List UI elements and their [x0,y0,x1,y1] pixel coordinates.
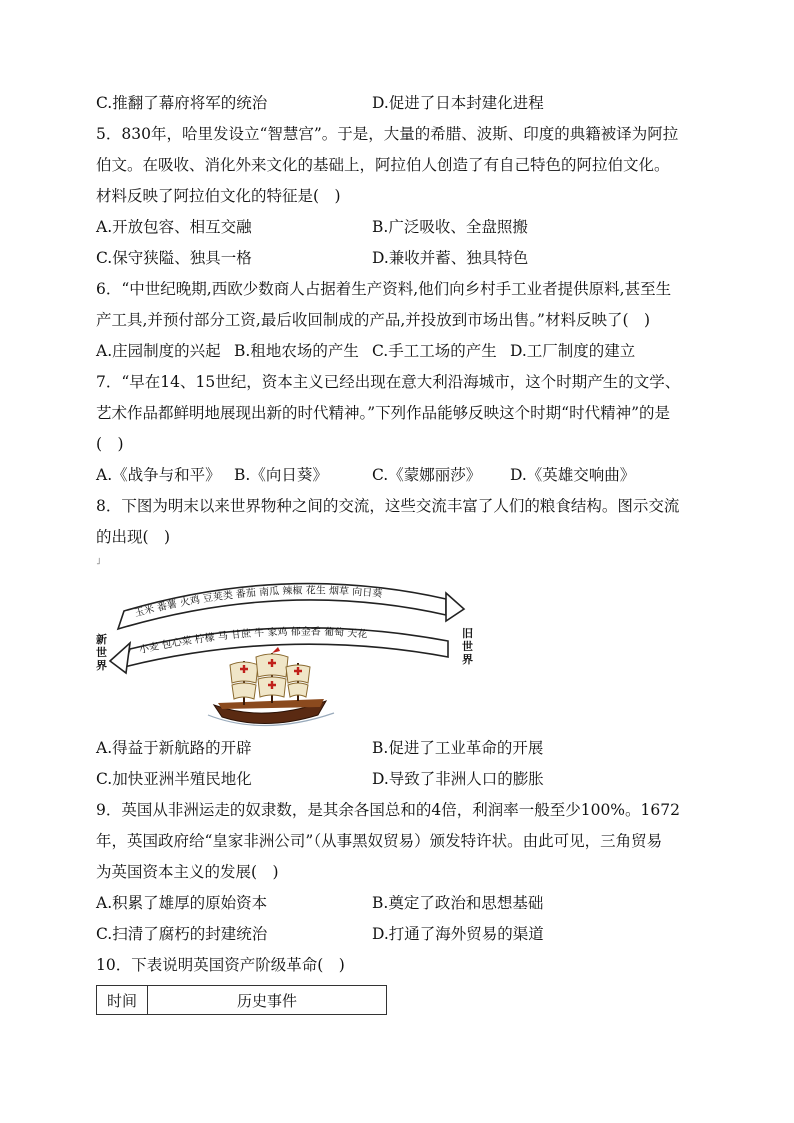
q5-option-b: B.广泛吸收、全盘照搬 [372,218,528,236]
q5-options-cd [96,243,706,274]
table-header-time: 时间 [97,986,148,1015]
q5-option-a: A.开放包容、相互交融 [96,218,252,236]
q7-option-a: A.《战争与和平》 [96,466,221,484]
q8-option-c: C.加快亚洲半殖民地化 [96,770,252,788]
q5-option-c: C.保守狭隘、独具一格 [96,249,252,267]
q6-option-c: C.手工工场的产生 [372,342,497,360]
q6-option-d: D.工厂制度的建立 [510,342,636,360]
old-world-label-1: 旧 [462,627,473,640]
new-world-label-2: 世 [96,646,107,659]
q6-option-b: B.租地农场的产生 [234,342,359,360]
q7-stem-line1: 7．“早在14、15世纪，资本主义已经出现在意大利沿海城市，这个时期产生的文学、 [96,373,681,391]
q10-events-table [96,985,387,1015]
q7-stem-line2: 艺术作品都鲜明地展现出新的时代精神。”下列作品能够反映这个时期“时代精神”的是 [96,404,671,422]
q6-options [96,336,706,367]
q5-stem-line1: 5．830年，哈里发设立“智慧宫”。于是，大量的希腊、波斯、印度的典籍被译为阿拉 [96,125,679,143]
old-world-label-3: 界 [462,653,473,666]
q6-stem-line1: 6．“中世纪晚期,西欧少数商人占据着生产资料,他们向乡村手工业者提供原料,甚至生 [96,280,672,298]
exam-page [96,88,706,1015]
q7-options [96,460,706,491]
top-arrow-text: 玉米 番薯 火鸡 豆荚类 番茄 南瓜 辣椒 花生 烟草 向日葵 [133,585,383,620]
q7-option-d: D.《英雄交响曲》 [510,466,636,484]
q7-stem-line3: ( ) [96,435,124,453]
q5-options-ab [96,212,706,243]
q9-option-b: B.奠定了政治和思想基础 [372,894,544,912]
q8-options-ab [96,733,706,764]
q6-stem-line2: 产工具,并预付部分工资,最后收回制成的产品,并投放到市场出售。”材料反映了( ) [96,311,651,329]
q7-option-c: C.《蒙娜丽莎》 [372,466,482,484]
q9-option-c: C.扫清了腐朽的封建统治 [96,925,268,943]
q9-options-ab [96,888,706,919]
top-arrow-head [446,593,464,621]
q8-option-b: B.促进了工业革命的开展 [372,739,544,757]
q4-option-d: D.促进了日本封建化进程 [372,94,544,112]
q8-stem-line1: 8．下图为明末以来世界物种之间的交流，这些交流丰富了人们的粮食结构。图示交流 [96,497,680,515]
q4-options [96,88,706,119]
q9-option-d: D.打通了海外贸易的渠道 [372,925,544,943]
q8-option-a: A.得益于新航路的开辟 [96,739,252,757]
q4-option-c: C.推翻了幕府将军的统治 [96,94,268,112]
q9-option-a: A.积累了雄厚的原始资本 [96,894,268,912]
q9-stem-line3: 为英国资本主义的发展( ) [96,863,279,881]
bottom-arrow-head [110,643,130,673]
table-header-event: 历史事件 [148,986,387,1015]
q5-stem-line2: 伯文。在吸收、消化外来文化的基础上，阿拉伯人创造了有自己特色的阿拉伯文化。 [96,156,670,174]
q9-stem-line2: 年，英国政府给“皇家非洲公司”（从事黑奴贸易）颁发特许状。由此可见，三角贸易 [96,832,663,850]
species-exchange-figure [96,557,496,727]
q8-stem-line2: 的出现( ) [96,528,171,546]
old-world-label-2: 世 [462,640,473,653]
q8-options-cd [96,764,706,795]
q7-option-b: B.《向日葵》 [234,466,328,484]
q5-option-d: D.兼收并蓄、独具特色 [372,249,529,267]
bottom-arrow-text: 小麦 包心菜 柠檬 马 甘蔗 牛 家鸡 郁金香 葡萄 天花 [138,626,368,657]
species-exchange-diagram [96,557,496,727]
q5-stem-line3: 材料反映了阿拉伯文化的特征是( ) [96,187,341,205]
q9-options-cd [96,919,706,950]
q6-option-a: A.庄园制度的兴起 [96,342,221,360]
new-world-label-1: 新 [96,633,107,646]
ship-icon [208,647,334,726]
q8-option-d: D.导致了非洲人口的膨胀 [372,770,544,788]
new-world-label-3: 界 [96,659,107,672]
q9-stem-line1: 9．英国从非洲运走的奴隶数，是其余各国总和的4倍，利润率一般至少100%。1672 [96,801,680,819]
table-header-row [97,986,387,1015]
q10-stem-line1: 10．下表说明英国资产阶级革命( ) [96,956,345,974]
figure-mark: ˩ [96,557,101,567]
